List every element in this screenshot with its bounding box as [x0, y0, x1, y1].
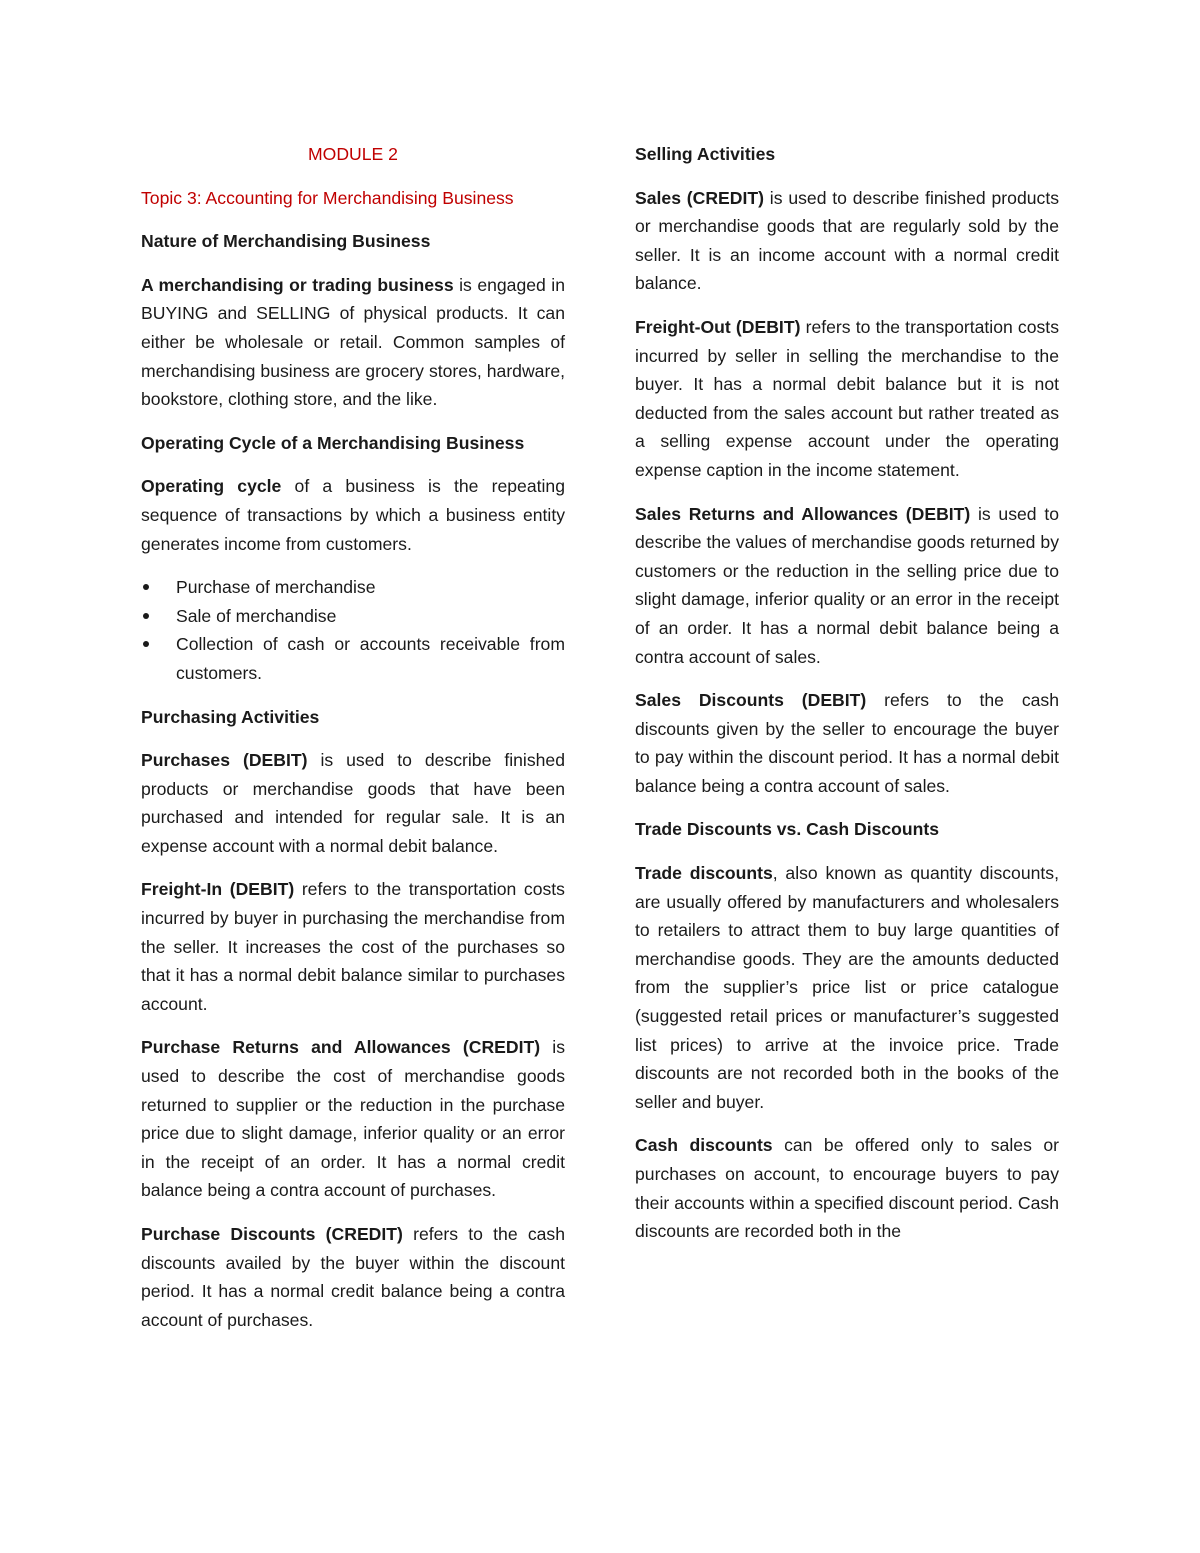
- list-item-text: Purchase of merchandise: [176, 577, 376, 598]
- purchases-paragraph: [141, 746, 565, 860]
- bullet-icon: [143, 613, 149, 619]
- nature-heading: Nature of Merchandising Business: [141, 231, 431, 252]
- right-column: [635, 140, 1059, 1261]
- cycle-term: Operating cycle: [141, 476, 282, 497]
- bullet-icon: [143, 641, 149, 647]
- nature-term: A merchandising or trading business: [141, 274, 454, 295]
- sales-discounts-term: Sales Discounts (DEBIT): [635, 690, 867, 711]
- freight-in-term: Freight-In (DEBIT): [141, 879, 295, 900]
- freight-in-text: refers to the transportation costs incurred by buyer in purchasing the merchandise from the seller. It increases the cost of the purchases so that it has a normal debit balance similar to purchases account.: [141, 879, 565, 1014]
- trade-discounts-text: , also known as quantity discounts, are usually offered by manufacturers and wholesalers to retailers to attract them to buy large quantities of merchandise goods. They are the amounts deducted from the supplier’s price list or price catalogue (suggested retail prices or manufacturer’s suggested list prices) to arrive at the invoice price. Trade discounts are not recorded both in the books of the seller and buyer.: [635, 863, 1059, 1112]
- freight-in-paragraph: [141, 875, 565, 1018]
- purchase-returns-term: Purchase Returns and Allowances (CREDIT): [141, 1037, 541, 1058]
- selling-heading: Selling Activities: [635, 144, 776, 164]
- sales-returns-paragraph: [635, 500, 1059, 672]
- sales-returns-text: is used to describe the values of merchandise goods returned by customers or the reduction in the selling price due to slight damage, inferior quality or an error in the receipt of an order. It has a normal debit balance being a contra account of sales.: [635, 503, 1059, 667]
- nature-paragraph: [141, 271, 565, 414]
- bullet-icon: [143, 584, 149, 590]
- trade-discounts-paragraph: [635, 859, 1059, 1116]
- sales-paragraph: [635, 184, 1059, 298]
- freight-out-term: Freight-Out (DEBIT): [635, 316, 801, 337]
- cycle-heading: Operating Cycle of a Merchandising Business: [141, 432, 525, 453]
- list-item: [141, 602, 565, 631]
- nature-text: is engaged in BUYING and SELLING of physical products. It can either be wholesale or retail. Common samples of merchandising business are grocery stores, hardware, bookstore, clothing store, and the like.: [141, 274, 565, 410]
- trade-discounts-term: Trade discounts: [635, 863, 773, 884]
- list-item: [141, 630, 565, 687]
- cash-discounts-paragraph: [635, 1131, 1059, 1245]
- discounts-heading: Trade Discounts vs. Cash Discounts: [635, 819, 940, 840]
- module-title: MODULE 2: [308, 144, 398, 164]
- purchasing-heading: Purchasing Activities: [141, 706, 320, 727]
- sales-text: is used to describe finished products or merchandise goods that are regularly sold by the seller. It is an income account with a normal credit balance.: [635, 187, 1059, 294]
- list-item: [141, 573, 565, 602]
- freight-out-paragraph: [635, 313, 1059, 485]
- sales-discounts-paragraph: [635, 686, 1059, 800]
- purchase-discounts-text: refers to the cash discounts availed by the buyer within the discount period. It has a normal credit balance being a contra account of purchases.: [141, 1224, 565, 1330]
- sales-term: Sales (CREDIT): [635, 187, 764, 208]
- left-column: [141, 140, 565, 1349]
- sales-returns-term: Sales Returns and Allowances (DEBIT): [635, 503, 971, 524]
- purchase-discounts-term: Purchase Discounts (CREDIT): [141, 1224, 403, 1244]
- purchase-returns-text: is used to describe the cost of merchandise goods returned to supplier or the reduction in the purchase price due to slight damage, inferior quality or an error in the receipt of an order. It has a normal credit balance being a contra account of purchases.: [141, 1037, 566, 1201]
- purchase-returns-paragraph: [141, 1033, 565, 1205]
- cycle-paragraph: [141, 472, 565, 558]
- cycle-list: [141, 573, 565, 687]
- cash-discounts-term: Cash discounts: [635, 1135, 773, 1156]
- cash-discounts-text: can be offered only to sales or purchases on account, to encourage buyers to pay their accounts within a specified discount period. Cash discounts are recorded both in the: [635, 1135, 1059, 1242]
- cycle-text: of a business is the repeating sequence of transactions by which a business entity generates income from customers.: [141, 476, 565, 554]
- topic-title: Topic 3: Accounting for Merchandising Business: [141, 187, 514, 208]
- purchases-term: Purchases (DEBIT): [141, 750, 308, 771]
- purchases-text: is used to describe finished products or merchandise goods that have been purchased and intended for regular sale. It is an expense account with a normal debit balance.: [141, 750, 565, 856]
- list-item-text: Sale of merchandise: [176, 605, 337, 626]
- list-item-text: Collection of cash or accounts receivable from customers.: [176, 634, 565, 683]
- sales-discounts-text: refers to the cash discounts given by the seller to encourage the buyer to pay within the discount period. It has a normal debit balance being a contra account of sales.: [635, 690, 1059, 796]
- freight-out-text: refers to the transportation costs incurred by seller in selling the merchandise to the buyer. It has a normal debit balance but it is not deducted from the sales account but rather treated as a selling expense account under the operating expense caption in the income statement.: [635, 316, 1059, 480]
- purchase-discounts-paragraph: [141, 1220, 565, 1334]
